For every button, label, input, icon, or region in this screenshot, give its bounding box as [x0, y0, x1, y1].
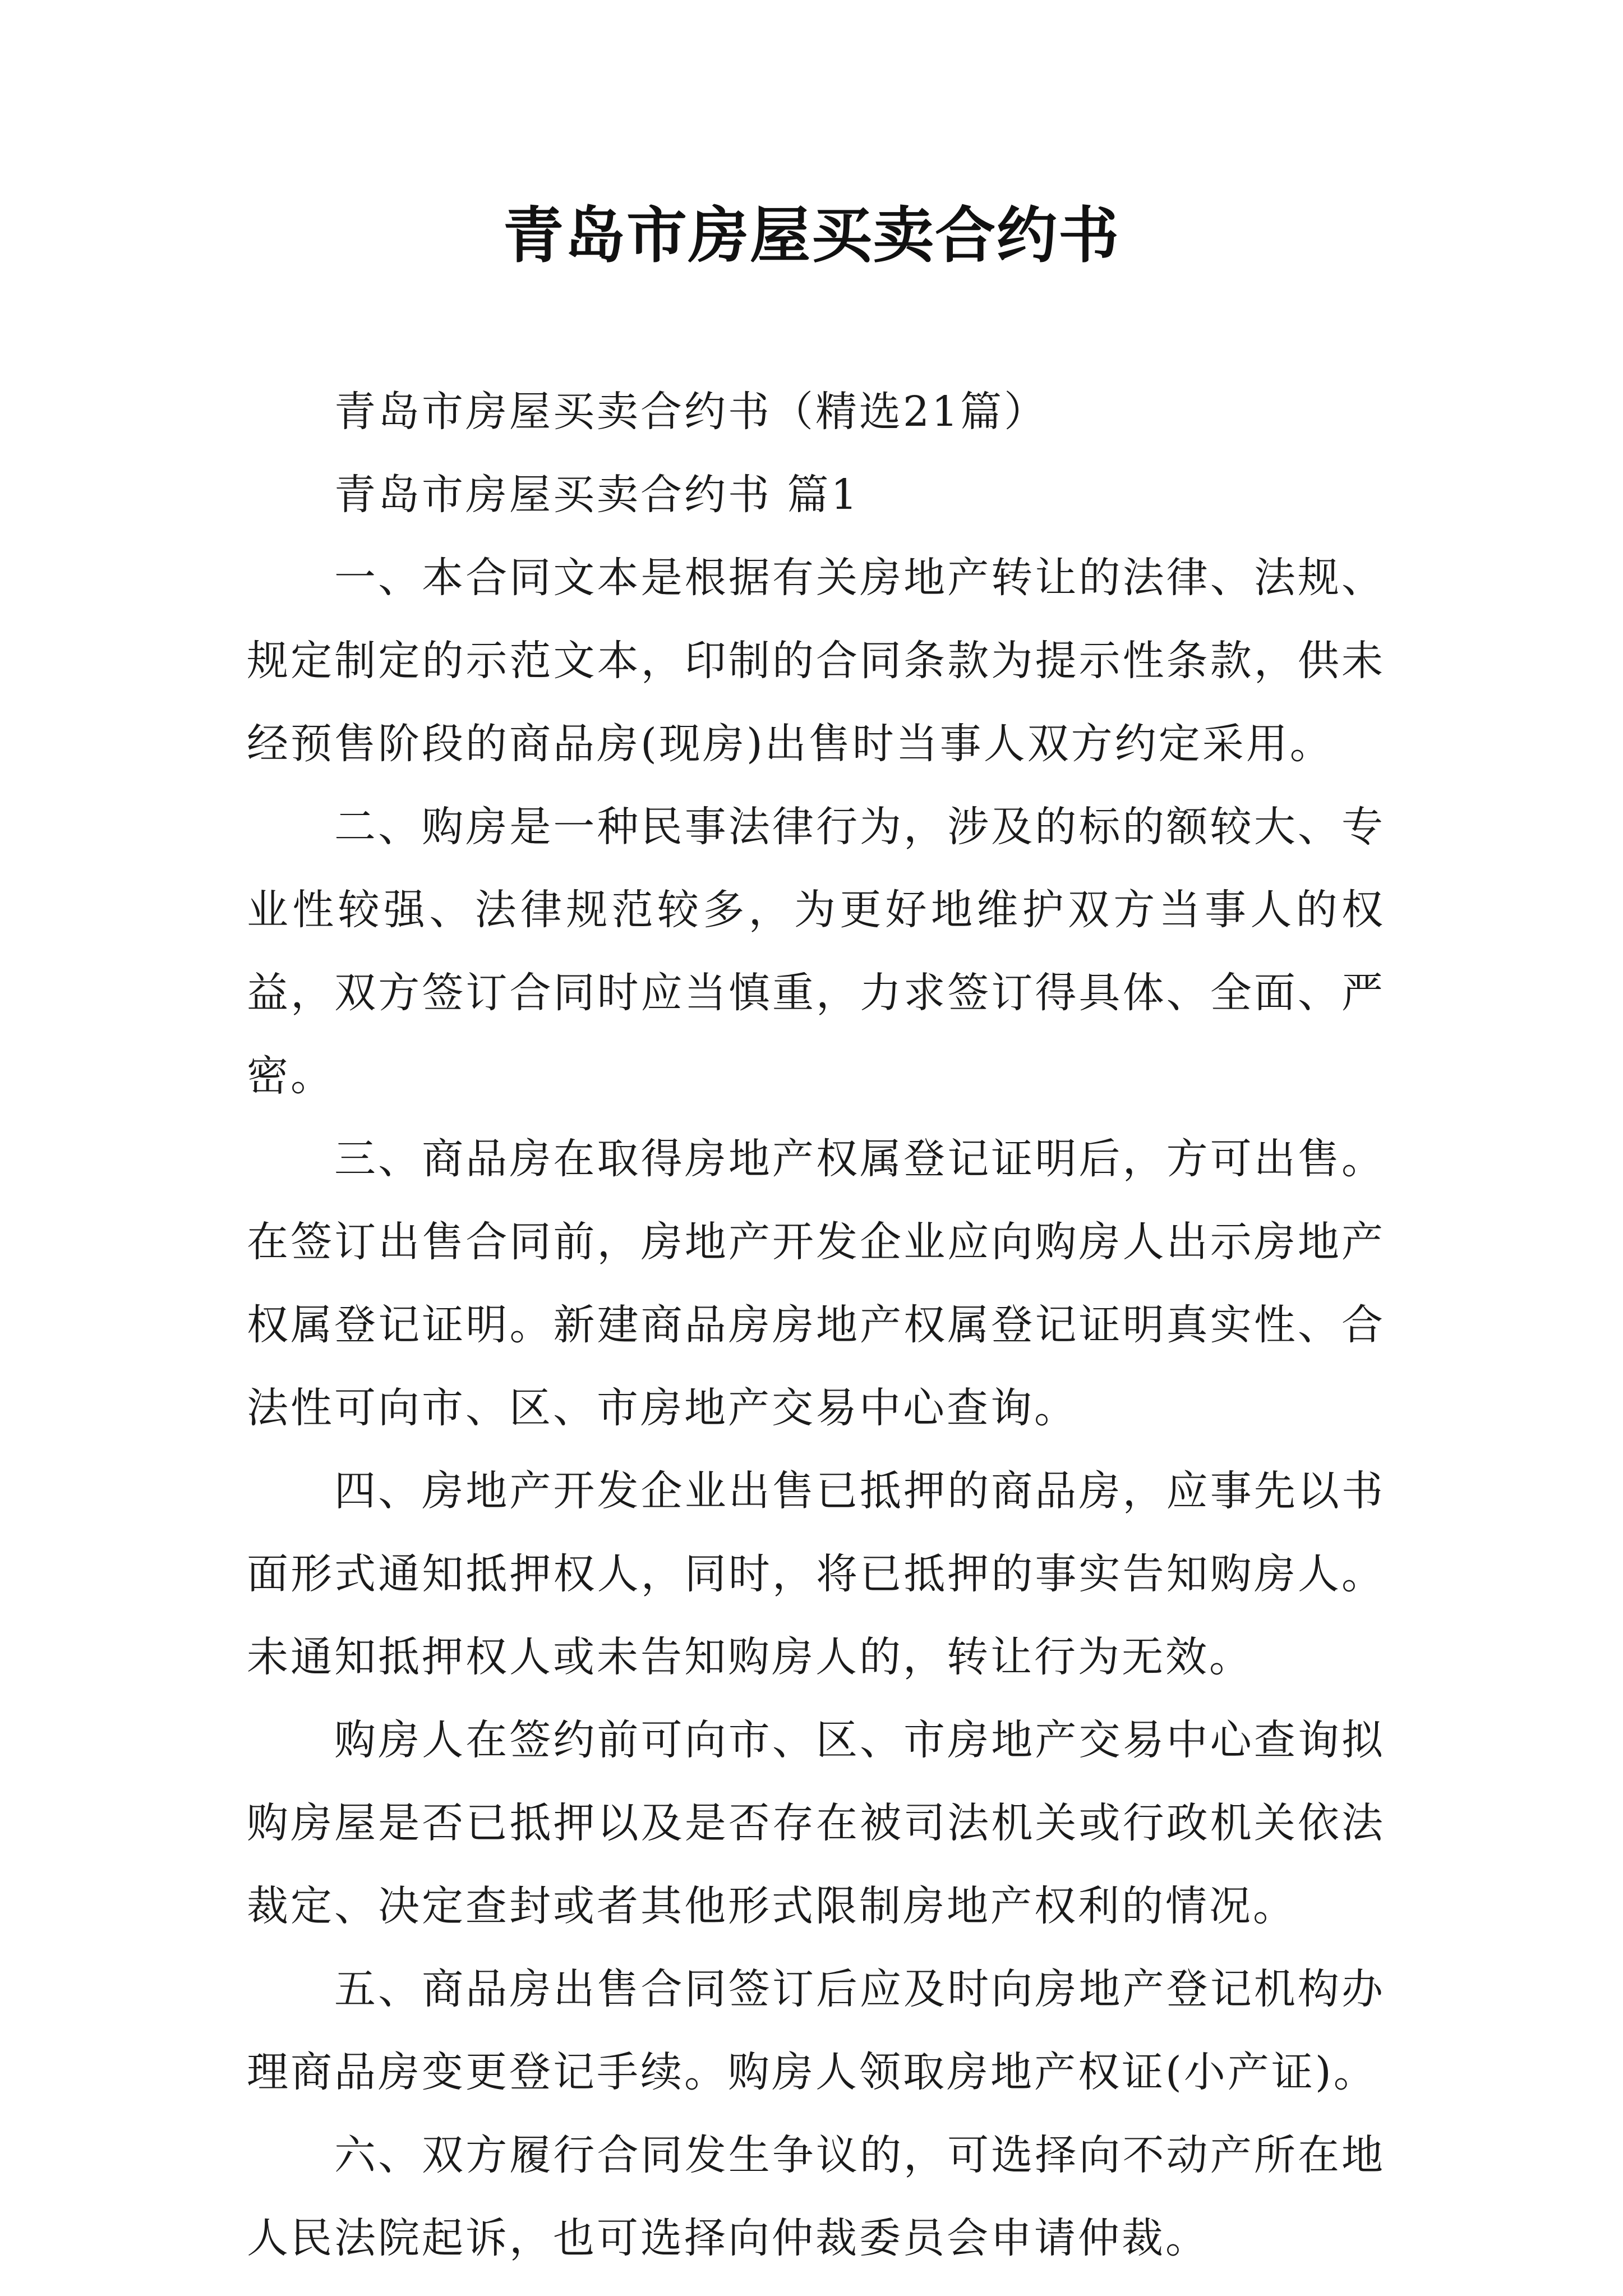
paragraph-clause-2: 二、购房是一种民事法律行为，涉及的标的额较大、专业性较强、法律规范较多，为更好地维护双方当事人的权益，双方签订合同时应当慎重，力求签订得具体、全面、严密。 [247, 803, 1385, 1100]
paragraph-clause-1: 一、本合同文本是根据有关房地产转让的法律、法规、规定制定的示范文本，印制的合同条款为提示性条款，供未经预售阶段的商品房(现房)出售时当事人双方约定采用。 [247, 554, 1385, 768]
paragraph-clause-4: 四、房地产开发企业出售已抵押的商品房，应事先以书面形式通知抵押权人，同时，将已抵押的事实告知购房人。未通知抵押权人或未告知购房人的，转让行为无效。 [247, 1467, 1385, 1681]
paragraph-subtitle: 青岛市房屋买卖合约书（精选21篇） [334, 388, 1048, 436]
paragraph-clause-5: 五、商品房出售合同签订后应及时向房地产登记机构办理商品房变更登记手续。购房人领取房地产权证(小产证)。 [247, 1965, 1385, 2096]
document-body [247, 370, 1385, 2280]
document-title: 青岛市房屋买卖合约书 [502, 200, 1120, 271]
paragraph-clause-3: 三、商品房在取得房地产权属登记证明后，方可出售。在签订出售合同前，房地产开发企业应向购房人出示房地产权属登记证明。新建商品房房地产权属登记证明真实性、合法性可向市、区、市房地产交易中心查询。 [247, 1135, 1385, 1432]
paragraph-clause-4-note: 购房人在签约前可向市、区、市房地产交易中心查询拟购房屋是否已抵押以及是否存在被司法机关或行政机关依法裁定、决定查封或者其他形式限制房地产权利的情况。 [247, 1716, 1385, 1930]
paragraph-section-heading: 青岛市房屋买卖合约书 篇1 [334, 471, 860, 519]
paragraph-clause-6: 六、双方履行合同发生争议的，可选择向不动产所在地人民法院起诉，也可选择向仲裁委员会申请仲裁。 [247, 2131, 1385, 2262]
